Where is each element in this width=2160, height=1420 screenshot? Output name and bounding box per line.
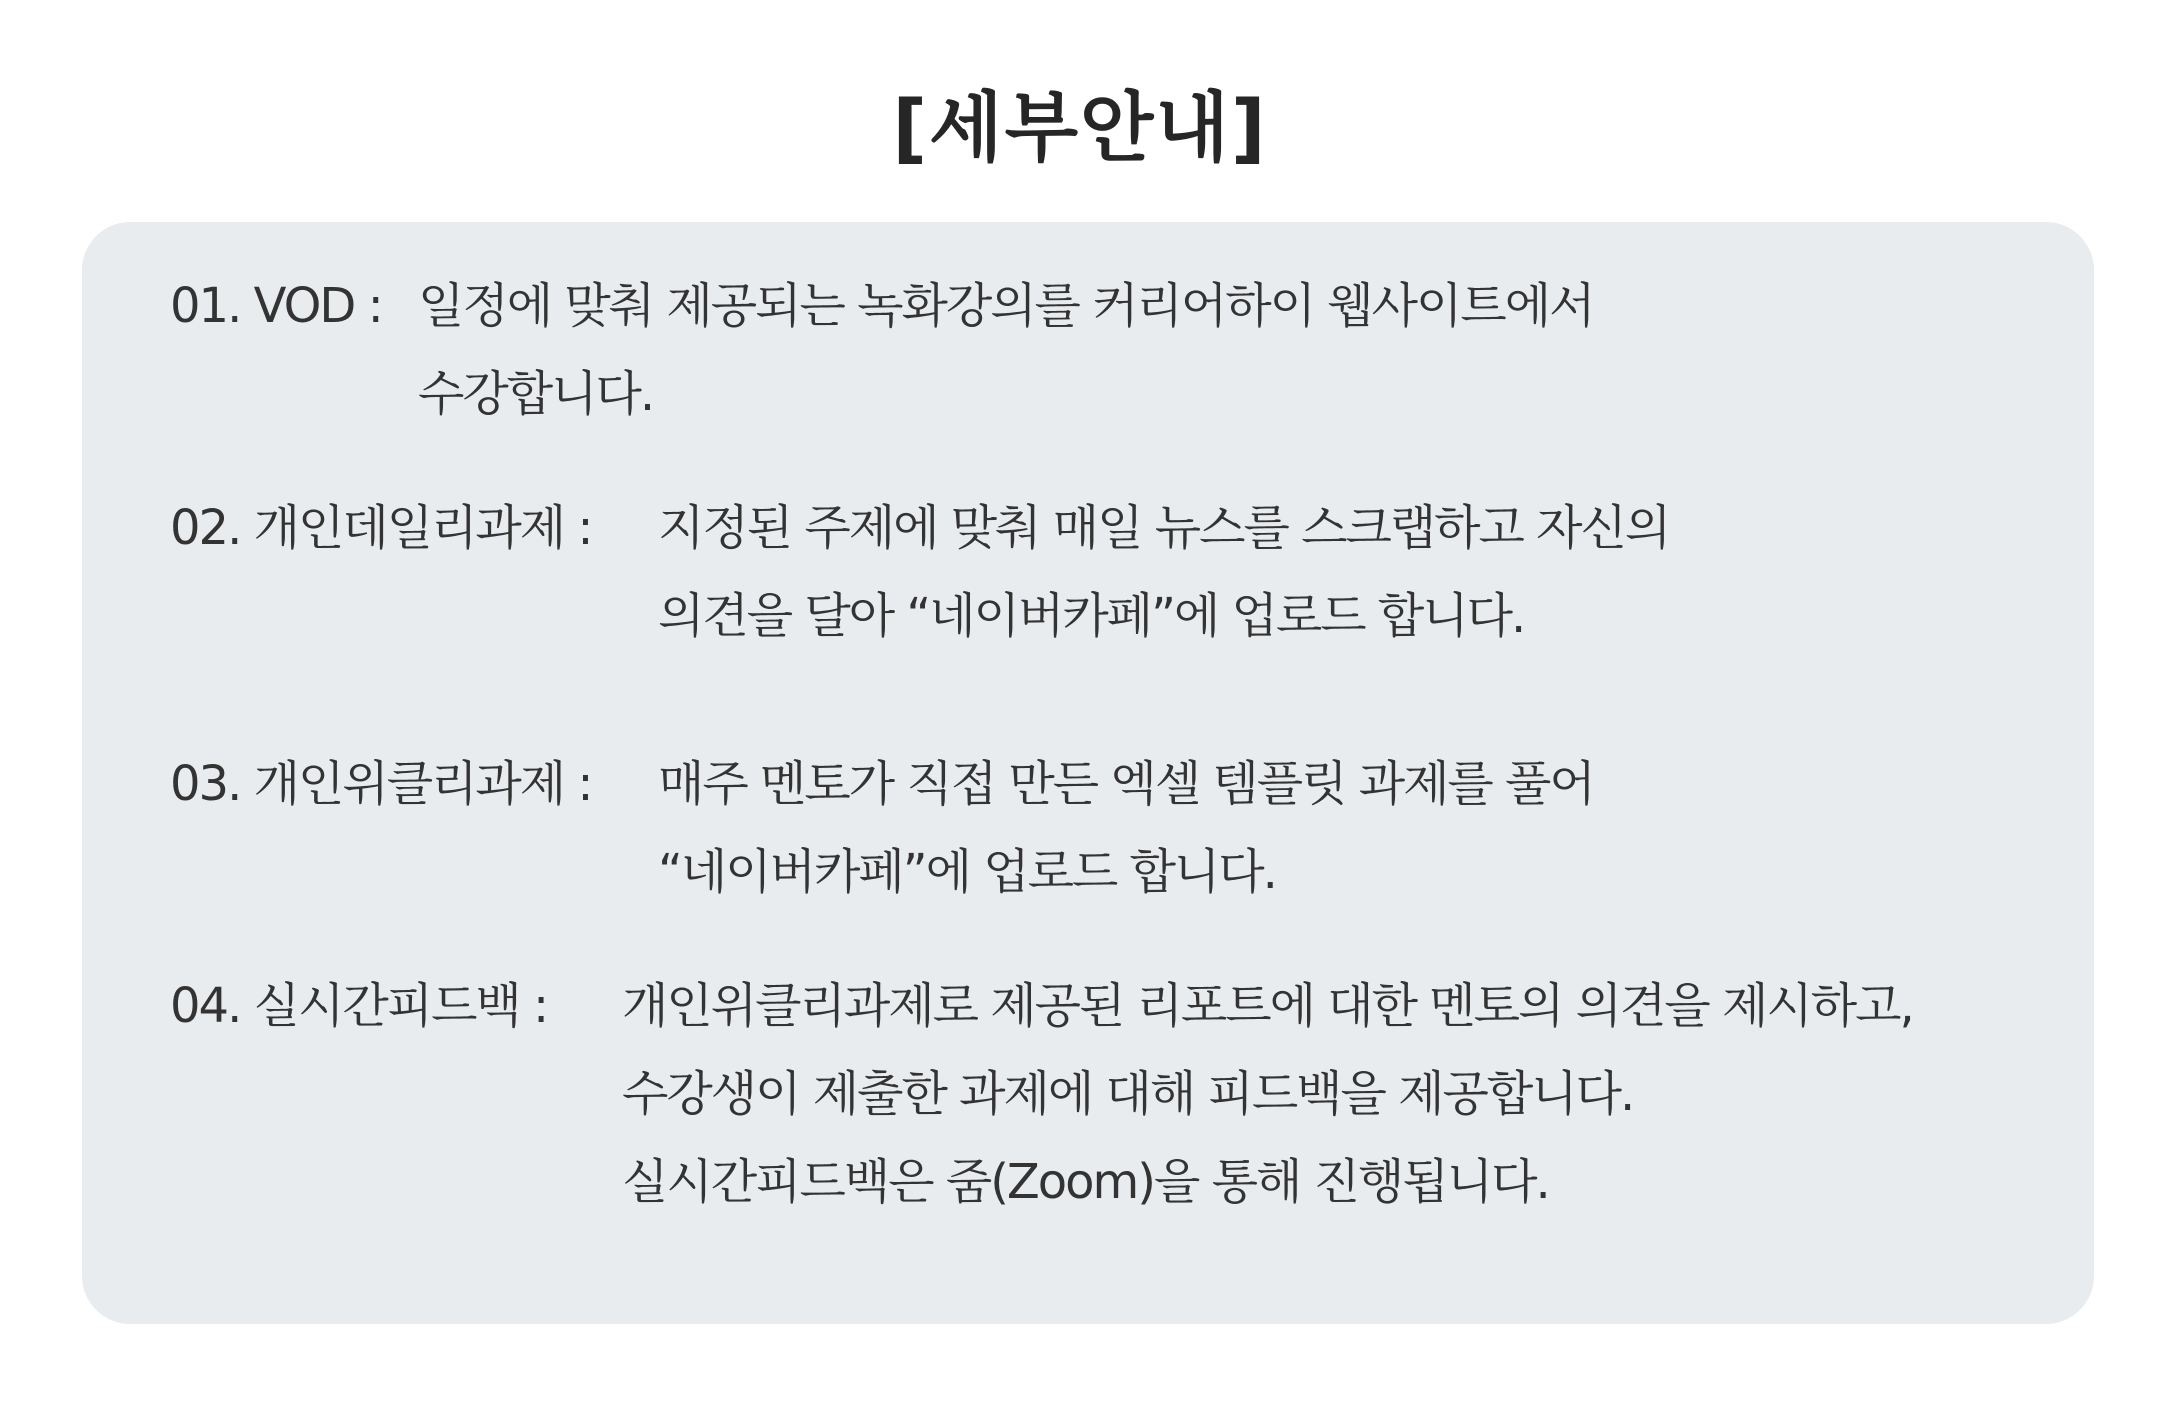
- item-description: [418, 262, 1594, 438]
- description-line: 지정된 주제에 맞춰 매일 뉴스를 스크랩하고 자신의: [658, 500, 1670, 556]
- item-description: [658, 484, 1669, 660]
- description-line: 실시간피드백은 줌(Zoom)을 통해 진행됩니다.: [622, 1154, 1549, 1210]
- item-label: 01. VOD :: [170, 278, 382, 334]
- description-line: 매주 멘토가 직접 만든 엑셀 템플릿 과제를 풀어: [658, 756, 1594, 812]
- description-line: 의견을 달아 “네이버카페”에 업로드 합니다.: [658, 588, 1525, 644]
- item-description: [658, 740, 1594, 916]
- description-line: 수강생이 제출한 과제에 대해 피드백을 제공합니다.: [622, 1066, 1634, 1122]
- description-line: “네이버카페”에 업로드 합니다.: [658, 844, 1276, 900]
- page-title: [세부안내]: [892, 83, 1268, 172]
- item-label: 04. 실시간피드백 :: [170, 978, 548, 1034]
- description-line: 일정에 맞춰 제공되는 녹화강의를 커리어하이 웹사이트에서: [418, 278, 1594, 334]
- description-line: 수강합니다.: [418, 366, 654, 422]
- item-label: 03. 개인위클리과제 :: [170, 756, 592, 812]
- item-label: 02. 개인데일리과제 :: [170, 500, 592, 556]
- item-description: [622, 962, 1913, 1226]
- description-line: 개인위클리과제로 제공된 리포트에 대한 멘토의 의견을 제시하고,: [622, 978, 1913, 1034]
